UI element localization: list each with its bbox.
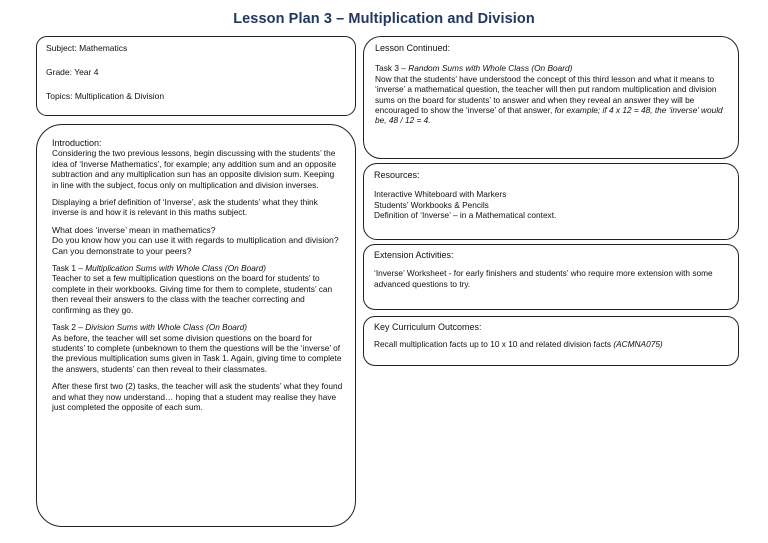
resources-heading: Resources: [374,170,420,180]
task-1-title: Multiplication Sums with Whole Class (On Board) [85,263,266,274]
task-3-example: for example; if 4 x 12 = 48, the ‘inverse’ would be, 48 / 12 = 4. [375,105,723,126]
resource-item: Interactive Whiteboard with Markers [374,189,507,200]
task-1-body: Teacher to set a few multiplication questions on the board for students’ to complete in their workbooks. Giving time for them to complete, students’ can then reveal their answers to the class with the teacher correcting and confirming as they go. [52,273,333,315]
resource-item: Definition of ‘Inverse’ – in a Mathematical context. [374,210,557,221]
curriculum-code: (ACMNA075) [613,339,663,350]
task-2-body: As before, the teacher will set some division questions on the board for students’ to complete (unbeknown to them the questions will be the ‘inverse’ of the previous multiplication sums given in Task 1. Again, giving time to complete the answers, students’ can then reveal to their classmates. [52,332,342,374]
curriculum-outcomes-box [363,316,739,366]
task-2-heading [52,322,343,332]
subject-label: Subject: Mathematics [46,43,128,53]
introduction-box [36,124,356,527]
extension-heading: Extension Activities: [374,250,454,260]
page-title: Lesson Plan 3 – Multiplication and Division [233,11,535,27]
curriculum-heading: Key Curriculum Outcomes: [374,322,482,332]
introduction-paragraph-1: Considering the two previous lessons, begin discussing with the students’ the idea of ‘Inverse Mathematics’, for example; any addition sum and an opposite subtraction and any multiplication sun has an opposite division sum. Keeping in line with the subject, focus only on multiplication and division inverses. [52,148,337,190]
resources-box [363,163,739,240]
question-1: What does ‘inverse’ mean in mathematics? [52,224,216,235]
task-3-body [375,74,730,126]
topics-label: Topics: Multiplication & Division [46,91,165,101]
lesson-continued-box [363,36,739,159]
introduction-closing-paragraph: After these first two (2) tasks, the teacher will ask the students’ what they found and what they now understand… hoping that a student may realise they have just completed the opposite of each sum. [52,381,343,412]
task-3-label: Task 3 – [375,63,409,74]
lesson-continued-heading: Lesson Continued: [375,43,451,53]
extension-activities-box [363,244,739,310]
grade-label: Grade: Year 4 [46,67,99,77]
introduction-paragraph-2: Displaying a brief definition of ‘Inverse’, ask the students’ what they think inverse is and how it is relevant in this maths subject. [52,197,318,218]
task-3-heading [375,63,730,73]
task-3-title: Random Sums with Whole Class (On Board) [408,63,573,74]
task-1-label: Task 1 – [52,263,86,274]
question-3: Can you demonstrate to your peers? [52,245,192,256]
curriculum-outcome [374,339,728,349]
question-2: Do you know how you can use it with regards to multiplication and division? [52,235,339,246]
task-1-heading [52,263,343,273]
extension-body: ‘Inverse’ Worksheet - for early finishers and students’ who require more extension with some advanced questions to try. [374,268,713,289]
task-3-text: Now that the students’ have understood the concept of this third lesson and what it means to ‘inverse’ a mathematical question, the teacher will then put random multiplication and division sums on the board for students’ to answer and when they reveal an answer they will be encouraged to show the ‘inverse’ of that answer, [375,73,717,116]
introduction-heading: Introduction: [52,138,102,148]
task-2-title: Division Sums with Whole Class (On Board) [85,322,248,333]
resource-item: Students’ Workbooks & Pencils [374,199,489,210]
task-2-label: Task 2 – [52,322,86,333]
curriculum-text: Recall multiplication facts up to 10 x 10 and related division facts [374,339,614,350]
subject-info-box [36,36,356,116]
